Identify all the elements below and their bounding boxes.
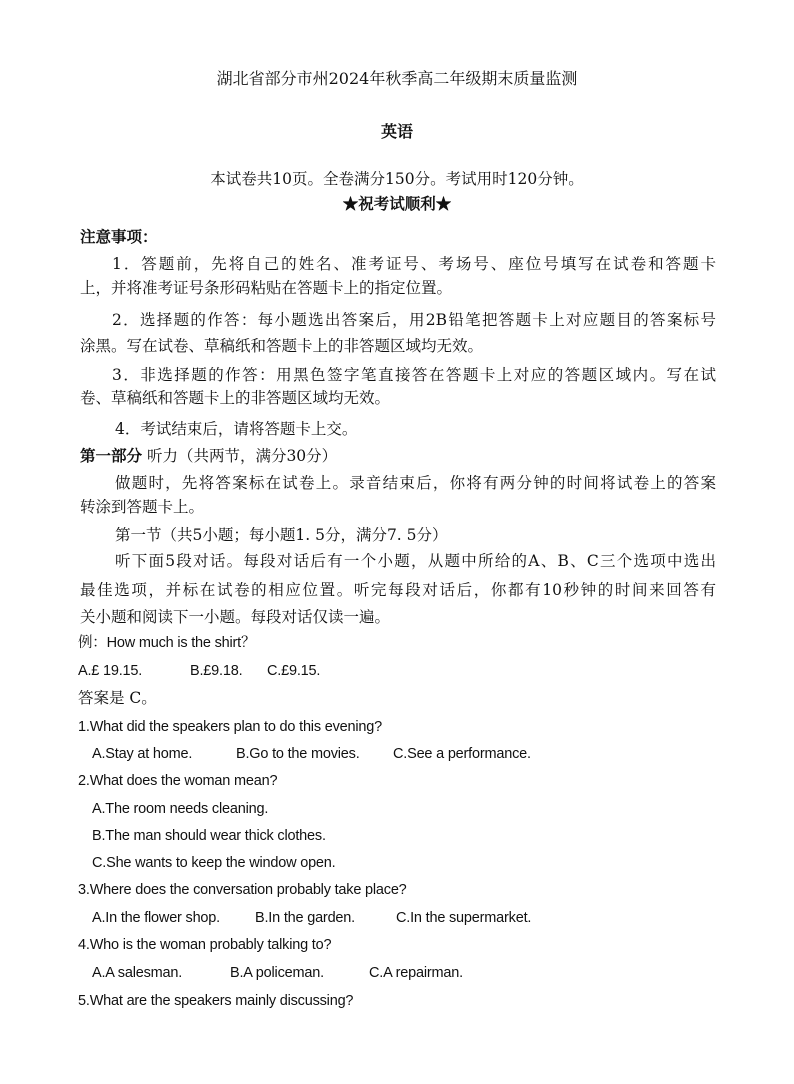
notice-item-2-cont: 涂黑。写在试卷、草稿纸和答题卡上的非答题区域均无效。 xyxy=(80,337,484,355)
q1-option-a: A.Stay at home. xyxy=(92,746,193,762)
q4-option-a: A.A salesman. xyxy=(92,965,183,981)
good-luck-banner: ★祝考试顺利★ xyxy=(342,194,452,213)
question-4: 4.Who is the woman probably talking to? xyxy=(78,937,332,953)
notice-item-1-cont: 上，并将准考证号条形码粘贴在答题卡上的指定位置。 xyxy=(80,279,453,297)
notice-item-2: 2．选择题的作答：每小题选出答案后，用2B铅笔把答题卡上对应题目的答案标号 xyxy=(112,311,716,329)
part1-heading xyxy=(80,446,337,466)
example-question: 例：How much is the shirt？ xyxy=(78,635,256,651)
example-option-c: C.£9.15. xyxy=(267,663,321,679)
question-2: 2.What does the woman mean? xyxy=(78,773,278,789)
section1-instructions-3: 关小题和阅读下一小题。每段对话仅读一遍。 xyxy=(80,608,391,626)
notice-item-3-cont: 卷、草稿纸和答题卡上的非答题区域均无效。 xyxy=(80,389,391,407)
example-option-b: B.£9.18. xyxy=(190,663,243,679)
q1-option-c: C.See a performance. xyxy=(393,746,531,762)
example-answer: 答案是 C。 xyxy=(78,689,157,707)
q3-option-a: A.In the flower shop. xyxy=(92,910,220,926)
notice-heading: 注意事项： xyxy=(80,227,158,246)
section1-instructions-1: 听下面5段对话。每段对话后有一个小题，从题中所给的A、B、C三个选项中选出 xyxy=(115,552,716,570)
q4-option-b: B.A policeman. xyxy=(230,965,324,981)
subject-title: 英语 xyxy=(380,122,413,141)
q2-option-a: A.The room needs cleaning. xyxy=(92,801,269,817)
section1-heading: 第一节（共5小题；每小题1. 5分，满分7. 5分） xyxy=(115,526,448,544)
part1-intro-1: 做题时，先将答案标在试卷上。录音结束后，你将有两分钟的时间将试卷上的答案 xyxy=(115,474,716,492)
exam-title: 湖北省部分市州2024年秋季高二年级期末质量监测 xyxy=(216,69,578,88)
part1-label: 第一部分 xyxy=(80,446,143,465)
part1-title: 听力（共两节，满分30分） xyxy=(142,447,338,465)
q4-option-c: C.A repairman. xyxy=(369,965,463,981)
notice-item-4: 4．考试结束后，请将答题卡上交。 xyxy=(115,420,358,438)
notice-item-1: 1．答题前，先将自己的姓名、准考证号、考场号、座位号填写在试卷和答题卡 xyxy=(112,255,716,273)
notice-item-3: 3．非选择题的作答：用黑色签字笔直接答在答题卡上对应的答题区域内。写在试 xyxy=(112,366,716,384)
example-option-a: A.£ 19.15. xyxy=(78,663,143,679)
q1-option-b: B.Go to the movies. xyxy=(236,746,360,762)
section1-instructions-2: 最佳选项，并标在试卷的相应位置。听完每段对话后，你都有10秒钟的时间来回答有 xyxy=(80,581,716,599)
question-5: 5.What are the speakers mainly discussing? xyxy=(78,993,354,1009)
part1-intro-2: 转涂到答题卡上。 xyxy=(80,498,205,516)
q2-option-c: C.She wants to keep the window open. xyxy=(92,855,336,871)
q3-option-c: C.In the supermarket. xyxy=(396,910,532,926)
q2-option-b: B.The man should wear thick clothes. xyxy=(92,828,326,844)
q3-option-b: B.In the garden. xyxy=(255,910,355,926)
exam-info: 本试卷共10页。全卷满分150分。考试用时120分钟。 xyxy=(210,170,584,188)
question-1: 1.What did the speakers plan to do this evening? xyxy=(78,719,382,735)
question-3: 3.Where does the conversation probably take place? xyxy=(78,882,407,898)
